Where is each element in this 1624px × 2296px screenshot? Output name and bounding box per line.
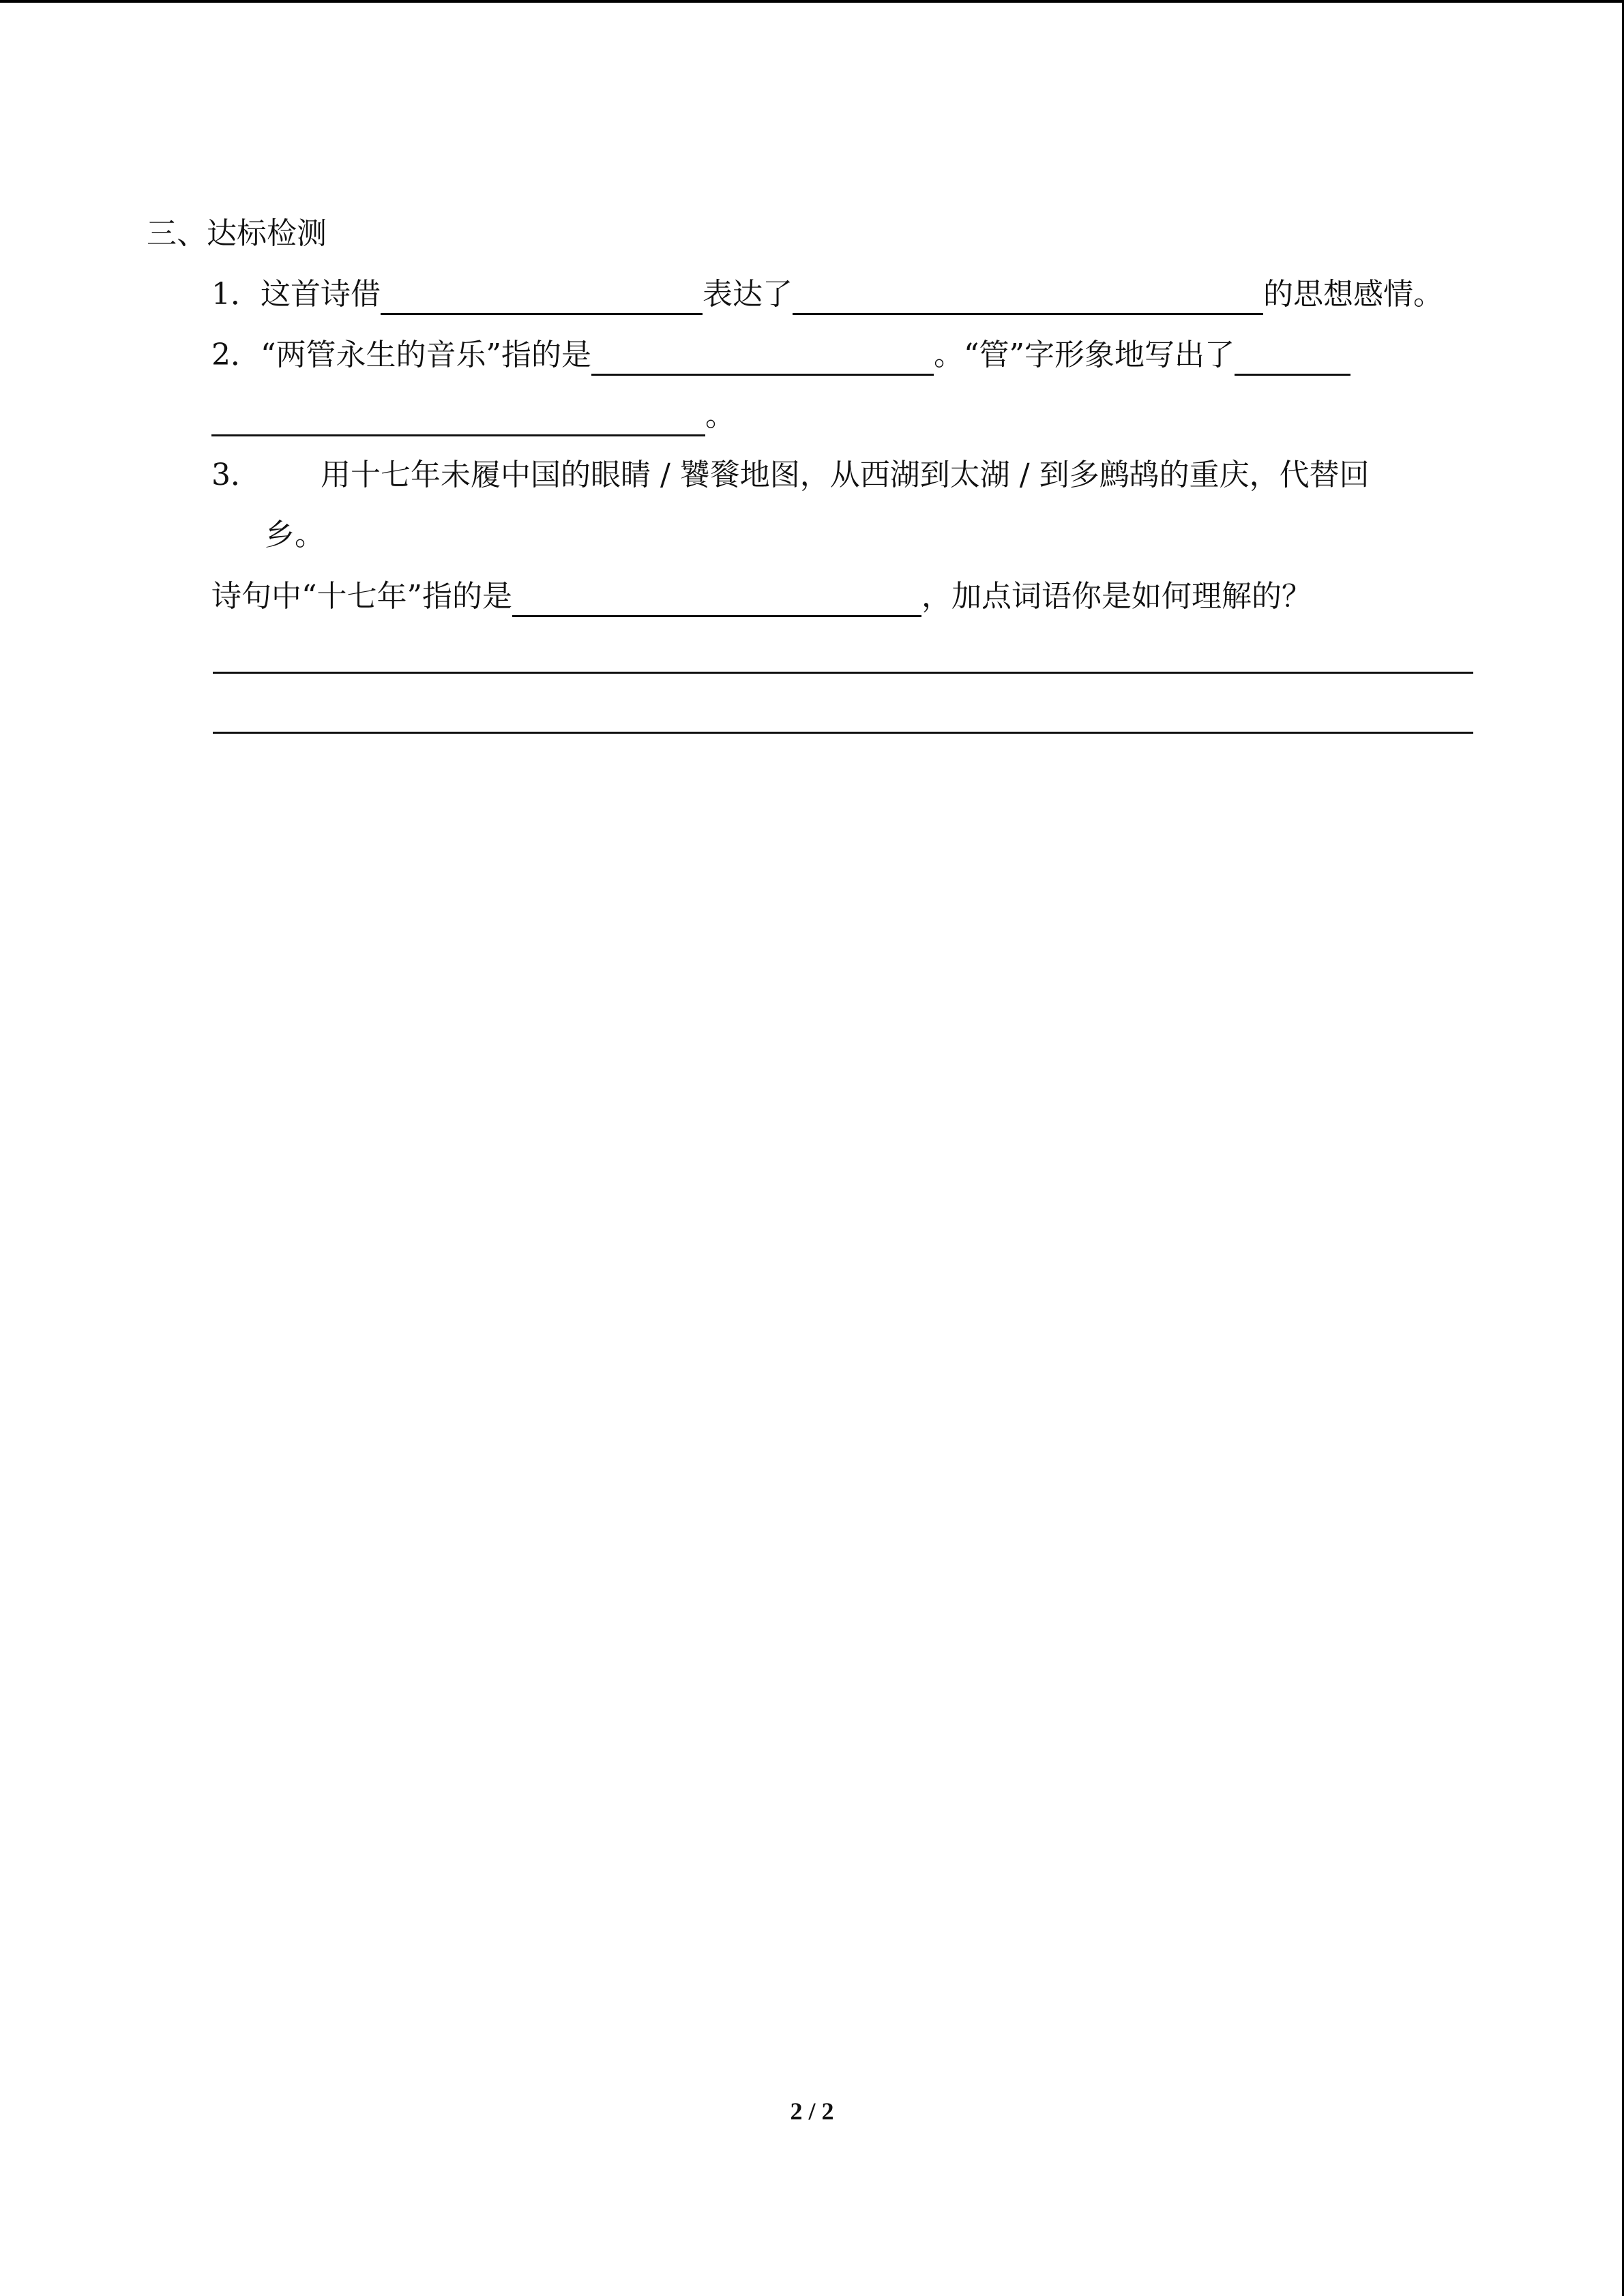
question-1: [211, 274, 1443, 315]
question-2-number: 2．: [211, 338, 261, 372]
question-1-text-c: 的思想感情。: [1263, 277, 1443, 312]
question-2-text-c: 。: [705, 398, 735, 433]
question-3-number: 3．: [211, 458, 261, 492]
question-1-blank-2[interactable]: [793, 279, 1263, 315]
question-3-prompt-text-b: ，加点词语你是如何理解的？: [921, 579, 1312, 614]
question-2-blank-2a[interactable]: [1235, 340, 1350, 376]
page-number: 2 / 2: [790, 2098, 834, 2125]
question-1-text-a: 这首诗借: [261, 277, 381, 312]
question-1-number: 1．: [211, 277, 261, 312]
question-1-text-b: 表达了: [703, 277, 793, 312]
question-2-text-b: 。“管”字形象地写出了: [934, 338, 1235, 372]
question-2-continuation: [211, 396, 735, 436]
question-3-quote-text-1: 用十七年未履中国的眼睛 / 饕餮地图，从西湖到太湖 / 到多鹧鸪的重庆，代替回: [321, 458, 1370, 492]
section-heading-text: 三、达标检测: [147, 216, 327, 251]
question-3-prompt-text-a: 诗句中“十七年”指的是: [211, 579, 512, 614]
page-top-border: [0, 0, 1624, 3]
question-2-text-a: “两管永生的音乐”指的是: [261, 338, 591, 372]
question-3-quote-line-2: [265, 515, 325, 556]
question-2: [211, 335, 1350, 376]
question-1-blank-1[interactable]: [381, 279, 703, 315]
answer-line-1[interactable]: [213, 672, 1473, 674]
question-2-blank-1[interactable]: [591, 340, 934, 376]
question-2-blank-2b[interactable]: [211, 400, 705, 436]
answer-line-2[interactable]: [213, 732, 1473, 734]
section-heading: [147, 213, 327, 254]
question-3-prompt: [211, 576, 1312, 617]
question-3-blank-1[interactable]: [512, 581, 921, 617]
question-3-quote-text-2: 乡。: [265, 518, 325, 552]
question-3-quote-line-1: [211, 455, 1370, 496]
